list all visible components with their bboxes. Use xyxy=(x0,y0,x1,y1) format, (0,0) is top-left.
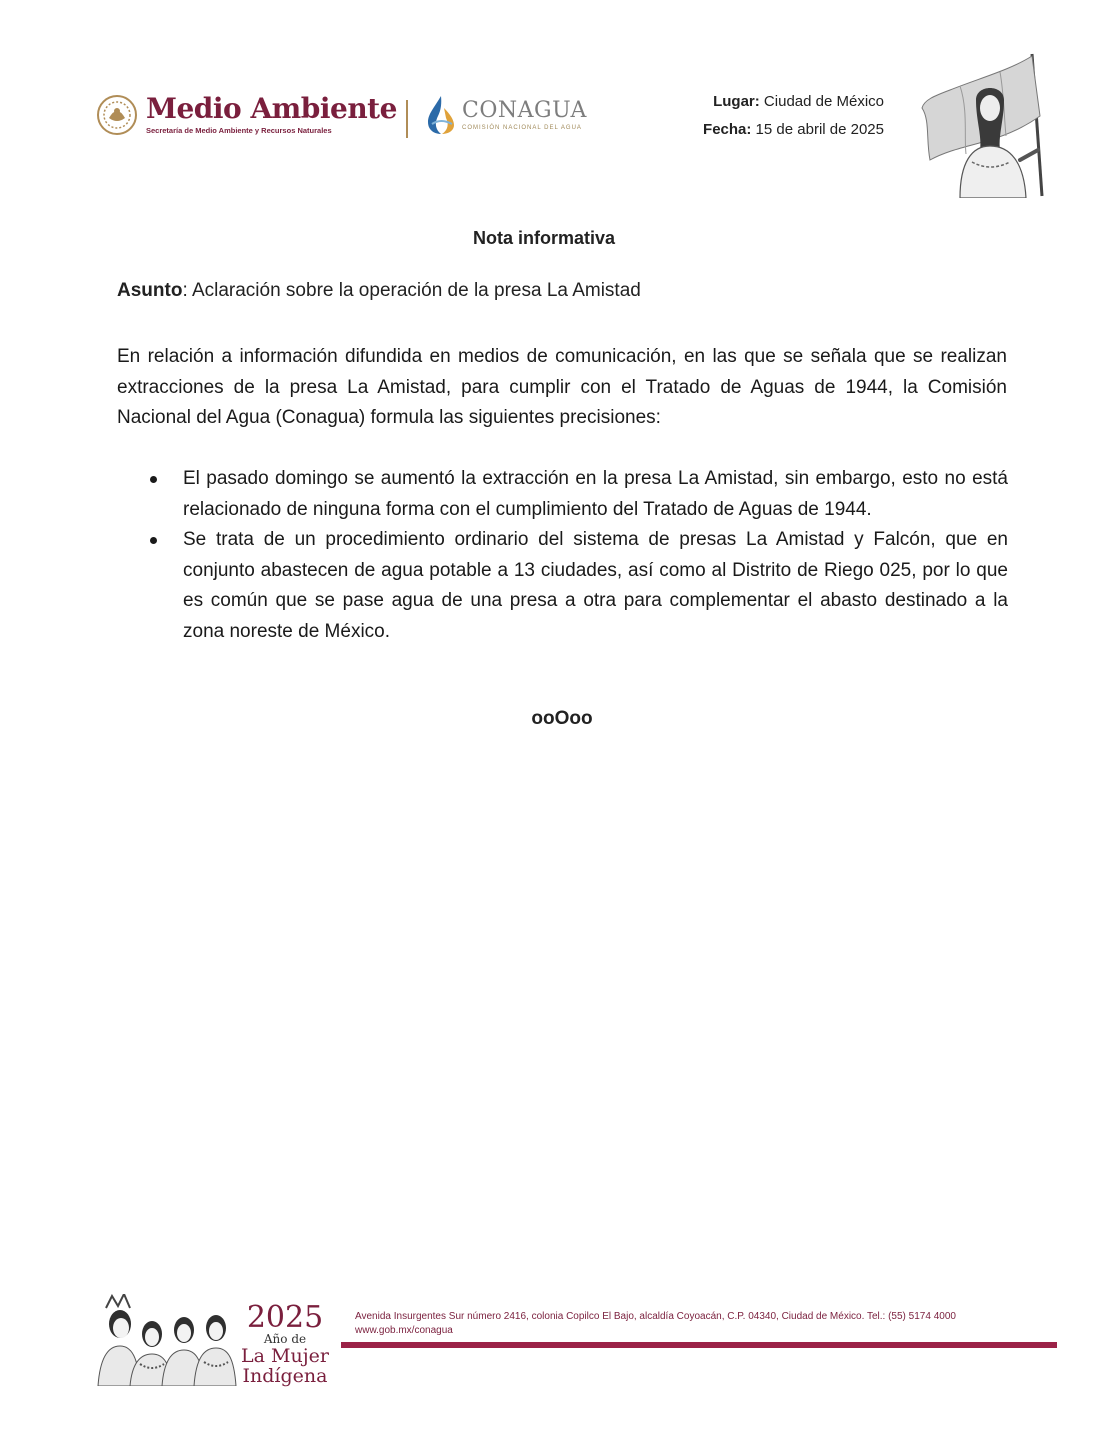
date-label: Fecha: xyxy=(703,121,752,138)
place-line xyxy=(713,93,884,110)
bullet-list xyxy=(150,464,1008,647)
document-title: Nota informativa xyxy=(472,228,616,248)
bullet-text: Se trata de un procedimiento ordinario del sistema de presas La Amistad y Falcón, que en conjunto abastecen de agua potable a 13 ciudades, así como al Distrito de Riego 025, por lo que es común que se pase agua de una presa a otra para complementar el abasto destinado a la zona noreste de México. xyxy=(183,529,1008,642)
bullet-text: El pasado domingo se aumentó la extracción en la presa La Amistad, sin embargo, esto no está relacionado de ninguna forma con el cumplimiento del Tratado de Aguas de 1944. xyxy=(183,468,1008,520)
footer-rule xyxy=(341,1342,1057,1348)
year-line1: Año de xyxy=(263,1332,307,1346)
date-value: 15 de abril de 2025 xyxy=(751,121,884,138)
org1-title: Medio Ambiente xyxy=(146,92,397,125)
water-drop-icon xyxy=(424,94,458,136)
subject-text: : Aclaración sobre la operación de la presa La Amistad xyxy=(182,280,641,301)
date-line xyxy=(703,121,884,138)
place-label: Lugar: xyxy=(713,93,760,110)
bullet-icon xyxy=(150,537,157,544)
medio-ambiente-logo xyxy=(96,92,396,140)
indigenous-women-illustration xyxy=(96,1294,238,1386)
conagua-logo xyxy=(424,92,614,140)
subject-label: Asunto xyxy=(117,280,183,301)
woman-with-flag-illustration xyxy=(920,50,1060,198)
intro-paragraph: En relación a información difundida en medios de comunicación, en las que se señala que se realizan extracciones de la presa La Amistad, para cumplir con el Tratado de Aguas de 1944, la Comisión Nacional del Agua (Conagua) formula las siguientes precisiones: xyxy=(117,346,1007,428)
closing-mark: ooOoo xyxy=(531,708,593,729)
list-item xyxy=(150,525,1008,647)
national-seal-icon xyxy=(96,94,138,136)
place-value: Ciudad de México xyxy=(759,93,884,110)
footer-address: Avenida Insurgentes Sur número 2416, colonia Copilco El Bajo, alcaldía Coyoacán, C.P. 04340, Ciudad de México. Tel.: (55) 5174 4000 xyxy=(355,1311,956,1322)
org2-subtitle: COMISIÓN NACIONAL DEL AGUA xyxy=(462,125,582,131)
year-number: 2025 xyxy=(246,1300,324,1335)
list-item xyxy=(150,464,1008,525)
year-line3: Indígena xyxy=(242,1365,328,1387)
year-of-indigenous-woman-badge xyxy=(240,1300,330,1387)
subject-line xyxy=(117,280,641,302)
footer-website-link[interactable]: www.gob.mx/conagua xyxy=(355,1325,453,1336)
logo-divider xyxy=(406,100,408,138)
org2-title: CONAGUA xyxy=(462,98,587,123)
year-line2: La Mujer xyxy=(241,1345,329,1367)
org1-subtitle: Secretaría de Medio Ambiente y Recursos Naturales xyxy=(146,126,332,135)
bullet-icon xyxy=(150,476,157,483)
